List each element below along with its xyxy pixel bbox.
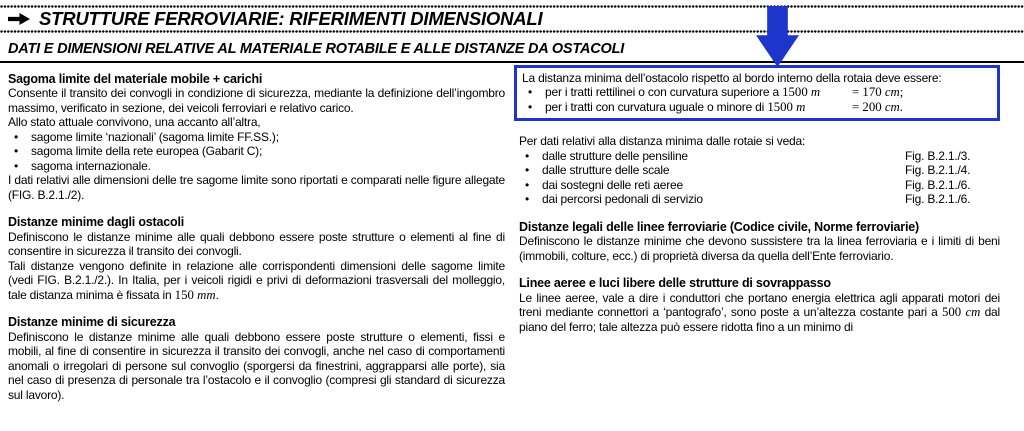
fig-list-item [519, 178, 1000, 193]
section-linee-aeree [519, 276, 1000, 334]
paragraph: Definiscono le distanze minime alle quali debbono essere poste strutture o elementi al fine di consentire in sicurezza il transito dei convogli. [8, 229, 505, 258]
fig-list-intro: Per dati relativi alla distanza minima dalle rotaie si veda: [519, 134, 806, 148]
fig-reference: Fig. B.2.1./4. [905, 163, 971, 177]
list-item: • sagome limite ‘nazionali’ (sagoma limite FF.SS.); [8, 130, 505, 145]
measure-unit: cm [965, 305, 981, 319]
fig-reference: Fig. B.2.1./3. [905, 148, 971, 163]
section-distanze-legali [519, 220, 1000, 264]
fig-item-label: • dalle strutture delle pensiline [542, 148, 688, 163]
measure-value: 500 [937, 305, 966, 319]
paragraph [8, 259, 505, 303]
radius-value: 1500 [778, 85, 811, 99]
list-item: • sagoma limite della rete europea (Gabarit C); [8, 144, 505, 159]
section-distanze-ostacoli [8, 215, 505, 302]
fig-list-item [519, 192, 1000, 207]
dotted-rule-bottom [0, 30, 1024, 33]
rule-text: per i tratti rettilinei o con curvatura superiore a [545, 85, 779, 99]
section-fig-references [519, 134, 1000, 207]
radius-unit: m [796, 99, 806, 114]
fig-reference: Fig. B.2.1./6. [905, 192, 971, 206]
page-title: STRUTTURE FERROVIARIE: RIFERIMENTI DIMENSIONALI [39, 7, 543, 29]
section-heading: Distanze legali delle linee ferroviarie (Codice civile, Norme ferroviarie) [519, 219, 919, 234]
radius-unit: m [810, 85, 821, 99]
section-subtitle: DATI E DIMENSIONI RELATIVE AL MATERIALE ROTABILE E ALLE DISTANZE DA OSTACOLI [8, 41, 625, 57]
highlight-box-intro: La distanza minima dell’ostacolo rispetto al bordo interno della rotaia deve essere: [522, 70, 942, 85]
paragraph-text: Le linee aeree, vale a dire i conduttori che portano energia elettrica agli apparati motori dei treni mediante connettori a ‘pantografo’, sono poste a un’altezza costante pari a [519, 290, 1000, 319]
rule-result [852, 100, 990, 115]
fig-item-label: • dalle strutture delle scale [542, 163, 670, 177]
rule-condition [545, 100, 852, 115]
left-column [8, 65, 505, 403]
paragraph-text: Tali distanze vengono definite in relazione alle corrispondenti dimensioni delle sagome limite (vedi FIG. B.2.1./2.). In Italia, per i veicoli rigidi e privi di deformazioni trasversali del molleggio, tale distanza minima è fissata in [8, 258, 505, 302]
page-title-row [0, 8, 1024, 30]
rule-text: per i tratti con curvatura uguale o minore di [545, 99, 765, 114]
punctuation: . [899, 99, 903, 114]
right-arrow-icon [8, 13, 30, 25]
distance-unit: cm [884, 85, 900, 99]
rule-result [852, 85, 990, 100]
section-heading: Linee aeree e luci libere delle strutture di sovrappasso [519, 276, 831, 290]
rule-condition [545, 85, 852, 100]
section-heading: Distanze minime dagli ostacoli [8, 215, 184, 229]
fig-list-item [519, 149, 1000, 164]
section-distanze-sicurezza [8, 315, 505, 402]
paragraph: Allo stato attuale convivono, una accanto all’altra, [8, 115, 261, 129]
right-column [514, 65, 1000, 403]
fig-reference: Fig. B.2.1./6. [905, 177, 971, 192]
paragraph-text: dal piano del ferro; tale altezza può essere ridotta fino a un minimo di [519, 305, 1000, 334]
fig-list-item [519, 163, 1000, 178]
fig-item-label: • dai sostegni delle reti aeree [542, 177, 683, 192]
two-column-body [0, 65, 1024, 403]
highlight-box [514, 65, 1000, 122]
section-sagoma-limite [8, 72, 505, 203]
distance-unit: cm [884, 99, 900, 114]
paragraph: I dati relativi alle dimensioni delle tre sagome limite sono riportati e comparati nelle figure allegate (FIG. B.2.1./2). [8, 173, 505, 202]
paragraph-text: . [215, 287, 219, 302]
distance-value: = 200 [852, 99, 885, 114]
distance-value: = 170 [852, 85, 885, 99]
section-heading: Distanze minime di sicurezza [8, 315, 176, 329]
fig-item-label: • dai percorsi pedonali di servizio [542, 192, 703, 206]
paragraph [519, 291, 1000, 335]
measure-value: 150 [171, 287, 198, 302]
paragraph: Definiscono le distanze minime alle quali debbono essere poste strutture o elementi, fissi e mobili, al fine di consentire in sicurezza il transito dei convogli, anche nel caso di comportamenti anomali o irregolari di persone sul convoglio (sporgersi da finestrini, aggrapparsi alle porte), sia nel caso di presenza di personale tra l’ostacolo e il convoglio (compresi gli standard di sicurezza sul lavoro). [8, 329, 505, 402]
punctuation: ; [899, 85, 904, 99]
radius-value: 1500 [764, 99, 797, 114]
paragraph: Consente il transito dei convogli in condizione di sicurezza, mediante la definizione dell’ingombro massimo, verificato in sezione, dei veicoli ferroviari e relativo carico. [8, 86, 505, 115]
paragraph: Definiscono le distanze minime che devono sussistere tra la linea ferroviaria e i limiti di beni (immobili, colture, ecc.) di proprietà diversa da quella dell’Ente ferroviario. [519, 234, 1000, 263]
highlight-box-row [522, 100, 990, 115]
measure-unit: mm [197, 287, 216, 302]
section-heading: Sagoma limite del materiale mobile + carichi [8, 71, 263, 86]
horizontal-rule [0, 61, 1024, 63]
list-item: • sagoma internazionale. [8, 159, 505, 174]
highlight-box-row [522, 85, 990, 100]
